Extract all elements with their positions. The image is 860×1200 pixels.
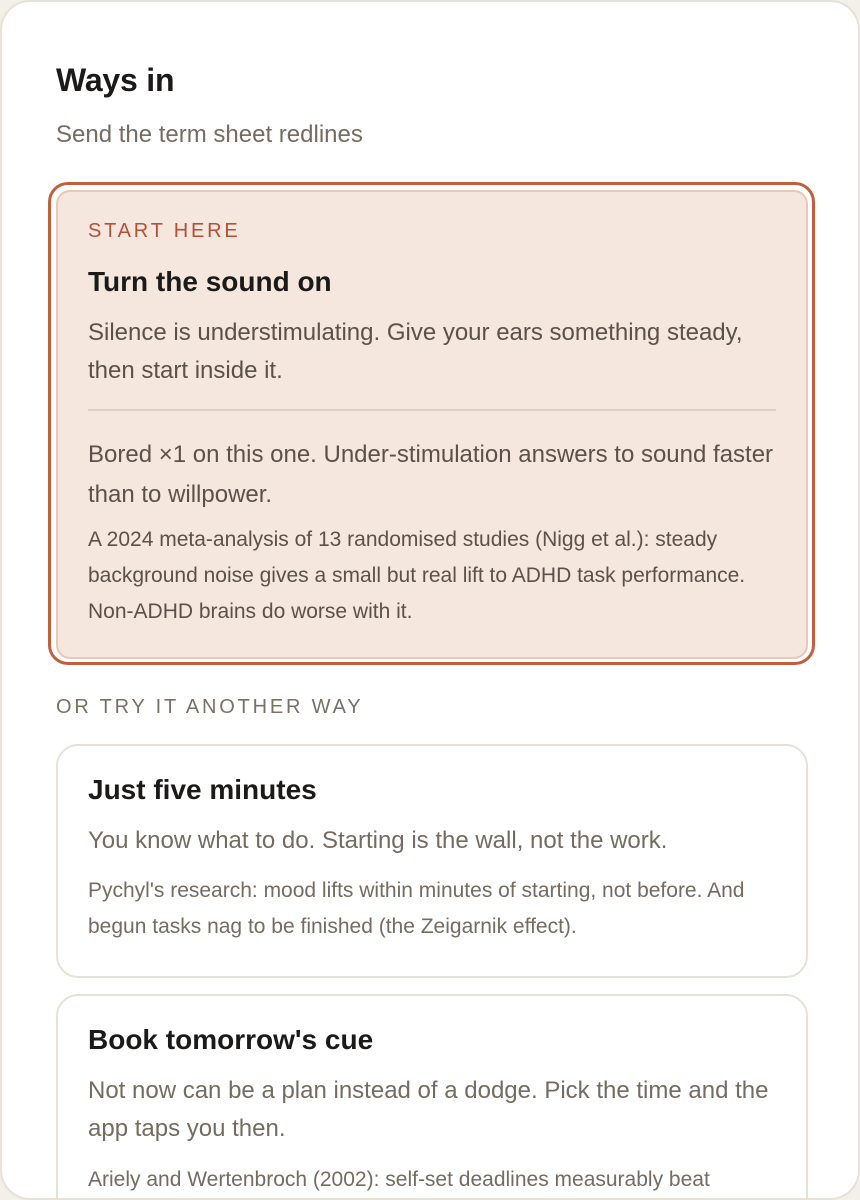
primary-option-divider (88, 409, 776, 411)
alternative-option-research: Ariely and Wertenbroch (2002): self-set deadlines measurably beat (88, 1168, 710, 1191)
task-subtitle: Send the term sheet redlines (56, 121, 363, 148)
alternative-option-research: Pychyl's research: mood lifts within minutes of starting, not before. And begun tasks nag to be finished (the Zeigarnik effect). (88, 879, 745, 938)
page-title: Ways in (56, 62, 175, 98)
alternative-option-title: Just five minutes (88, 774, 317, 805)
start-here-label: START HERE (88, 220, 241, 242)
primary-option-note: Bored ×1 on this one. Under-stimulation answers to sound faster than to willpower. (88, 441, 774, 508)
alternative-option-description: Not now can be a plan instead of a dodge. Pick the time and the app taps you then. (88, 1077, 769, 1142)
alternative-option-title: Book tomorrow's cue (88, 1024, 374, 1055)
alternatives-section-label: OR TRY IT ANOTHER WAY (56, 696, 364, 718)
primary-option-description: Silence is understimulating. Give your ears something steady, then start inside it. (88, 319, 743, 384)
primary-option-title: Turn the sound on (88, 266, 332, 297)
primary-option-research: A 2024 meta-analysis of 13 randomised studies (Nigg et al.): steady background noise gives a small but real lift to ADHD task performance. Non-ADHD brains do worse with it. (88, 528, 746, 623)
alternative-option-description: You know what to do. Starting is the wall, not the work. (88, 827, 668, 854)
